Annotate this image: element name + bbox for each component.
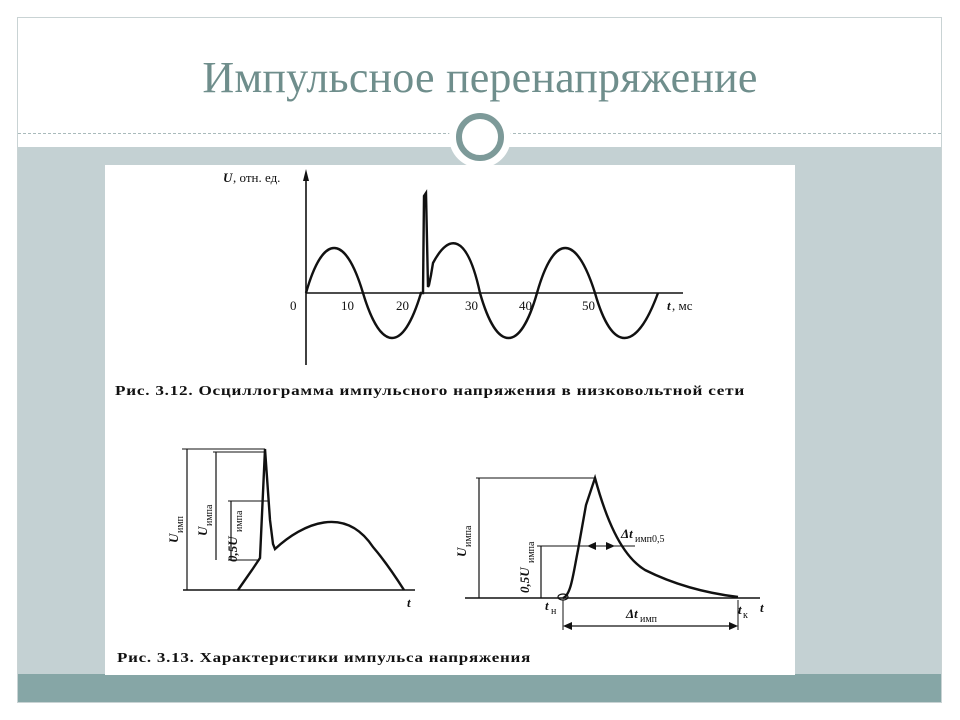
x-axis-label-units: , мс — [672, 298, 693, 313]
impulse-diagram-right — [454, 478, 764, 630]
waveform-312 — [306, 193, 658, 338]
label-half-u-left: 0,5U — [225, 536, 240, 562]
label-right-half-u: 0,5U — [517, 567, 532, 593]
tick-20: 20 — [396, 298, 409, 313]
tick-10: 10 — [341, 298, 354, 313]
label-tk: t — [738, 602, 742, 617]
label-tn-sub: н — [551, 606, 557, 617]
label-dt-half: Δt — [621, 526, 633, 541]
figure-canvas — [105, 165, 795, 675]
oscillogram-312 — [115, 169, 745, 398]
dim-arrow-left-icon — [563, 622, 572, 630]
circle-ornament-icon — [447, 104, 513, 170]
label-dt-half-sub: имп0,5 — [635, 534, 665, 545]
label-u-imp: U — [166, 533, 181, 543]
origin-label: 0 — [290, 298, 297, 313]
footer-bar — [18, 674, 941, 702]
x-axis-label-symbol: t — [667, 298, 671, 313]
label-right-u-impa: U — [454, 547, 469, 557]
tick-30: 30 — [465, 298, 478, 313]
label-u-imp-sub: имп — [175, 515, 186, 533]
y-axis-label-units: , отн. ед. — [233, 170, 281, 185]
caption-313: Рис. 3.13. Характеристики импульса напряжения — [117, 650, 531, 665]
y-axis-arrow-icon — [303, 169, 309, 181]
label-tk-sub: к — [743, 610, 748, 621]
arrow-left-icon — [587, 542, 596, 550]
arrow-right-icon — [606, 542, 615, 550]
label-right-u-impa-sub: импа — [463, 525, 474, 547]
tick-50: 50 — [582, 298, 595, 313]
label-right-half-u-sub: импа — [526, 541, 537, 563]
dim-arrow-right-icon — [729, 622, 738, 630]
tick-40: 40 — [519, 298, 532, 313]
y-axis-label-symbol: U — [223, 170, 233, 185]
scanned-figure — [105, 165, 795, 675]
caption-312: Рис. 3.12. Осциллограмма импульсного напряжения в низковольтной сети — [115, 383, 745, 398]
label-tn: t — [545, 598, 549, 613]
label-dt-imp: Δt — [626, 606, 638, 621]
label-u-impa: U — [195, 526, 210, 536]
label-dt-imp-sub: имп — [640, 614, 658, 625]
impulse-diagram-left — [166, 449, 415, 610]
slide-title: Импульсное перенапряжение — [202, 53, 758, 102]
impulse-curve-left — [238, 449, 404, 590]
t-label-left: t — [407, 595, 411, 610]
label-u-impa-sub: импа — [204, 504, 215, 526]
t-label-right: t — [760, 600, 764, 615]
label-half-u-left-sub: импа — [234, 510, 245, 532]
